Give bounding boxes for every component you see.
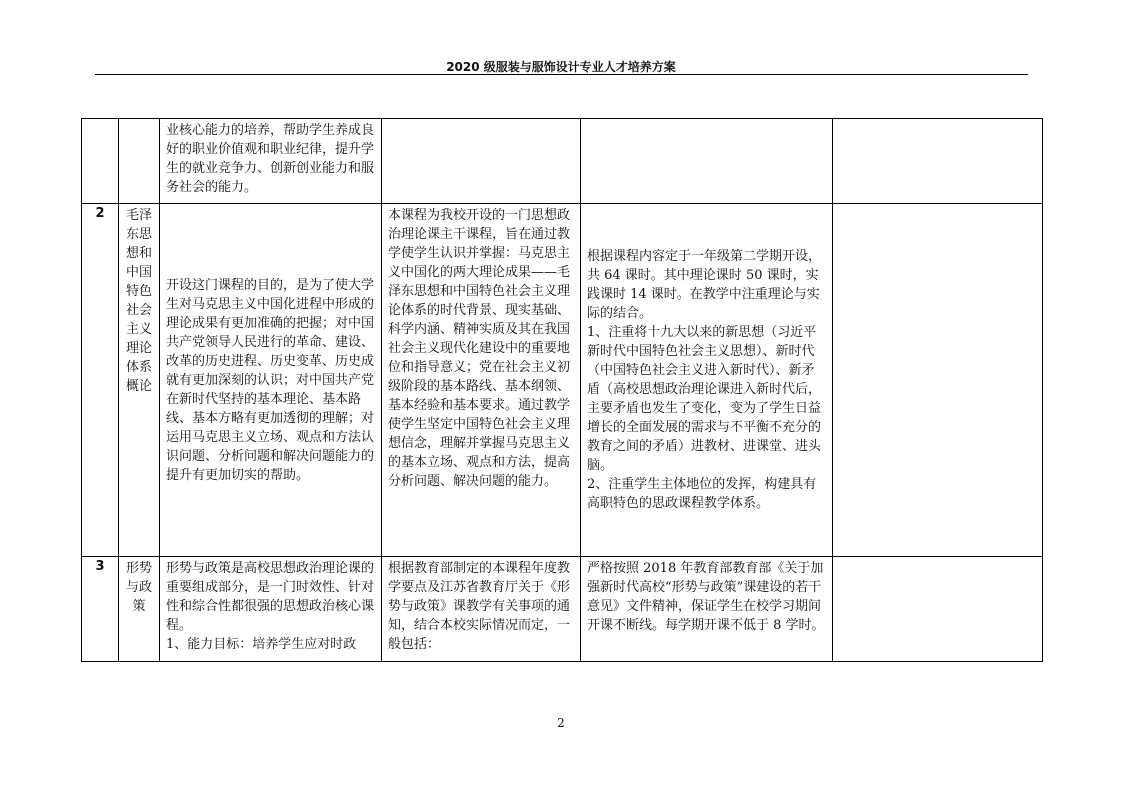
row-index-cell: 2 — [82, 204, 119, 557]
notes-cell — [833, 119, 1043, 204]
content-cell — [382, 119, 581, 204]
table-row — [82, 204, 1043, 557]
content-cell — [382, 557, 581, 662]
course-name: 毛泽东思想和中国特色社会主义理论体系概论 — [125, 208, 152, 394]
table-row — [82, 557, 1043, 662]
content-text — [382, 119, 580, 123]
page-number: 2 — [557, 716, 565, 730]
objective-text: 业核心能力的培养，帮助学生养成良好的职业价值观和职业纪律，提升学生的就业竞争力、创新创业能力和服务社会的能力。 — [166, 123, 375, 195]
course-name-cell — [119, 557, 160, 662]
objective-text: 开设这门课程的目的，是为了使大学生对马克思主义中国化进程中形成的理论成果有更加准确的把握；对中国共产党领导人民进行的革命、建设、改革的历史进程、历史变革、历史成就有更加深刻的认识；对中国共产党在新时代坚持的基本理论、基本路线、基本方略有更加透彻的理解；对运用马克思主义立场、观点和方法认识问题、分析问题和解决问题能力的提升有更加切实的帮助。 — [166, 277, 375, 483]
requirements-cell — [581, 557, 833, 662]
row-index-cell — [82, 119, 119, 204]
notes-text — [833, 204, 1042, 208]
content-text: 根据教育部制定的本课程年度教学要点及江苏省教育厅关于《形势与政策》课教学有关事项的通知，结合本校实际情况而定，一般包括： — [388, 561, 571, 652]
requirements-text: 严格按照 2018 年教育部教育部《关于加强新时代高校“形势与政策”课建设的若干意见》文件精神，保证学生在校学习期间开课不断线。每学期开课不低于 8 学时。 — [587, 561, 825, 633]
objective-paragraph: 形势与政策是高校思想政治理论课的重要组成部分，是一门时效性、针对性和综合性都很强的思想政治核心课程。 — [166, 561, 375, 633]
requirements-paragraph: 2、注重学生主体地位的发挥，构建具有高职特色的思政课程教学体系。 — [587, 477, 817, 511]
objective-cell — [160, 557, 382, 662]
course-name-cell — [119, 119, 160, 204]
content-cell — [382, 204, 581, 557]
requirements-cell — [581, 204, 833, 557]
course-name — [119, 119, 159, 123]
objective-cell — [160, 119, 382, 204]
notes-cell — [833, 204, 1043, 557]
notes-text — [833, 119, 1042, 123]
notes-cell — [833, 557, 1043, 662]
objective-cell — [160, 204, 382, 557]
objective-paragraph: 1、能力目标：培养学生应对时政 — [166, 637, 357, 652]
course-table — [81, 118, 1043, 662]
requirements-paragraph: 根据课程内容定于一年级第二学期开设，共 64 课时。其中理论课时 50 课时，实践课时 14 课时。在教学中注重理论与实际的结合。 — [587, 249, 822, 321]
row-index-cell: 3 — [82, 557, 119, 662]
notes-text — [833, 557, 1042, 561]
course-name: 形势与政策 — [125, 561, 152, 614]
header-title: 2020 级服装与服饰设计专业人才培养方案 — [446, 60, 676, 74]
header-rule — [95, 74, 1028, 75]
table-row — [82, 119, 1043, 204]
course-name-cell — [119, 204, 160, 557]
requirements-cell — [581, 119, 833, 204]
content-text: 本课程为我校开设的一门思想政治理论课主干课程，旨在通过教学使学生认识并掌握：马克思主义中国化的两大理论成果——毛泽东思想和中国特色社会主义理论体系的时代背景、现实基础、科学内涵、精神实质及其在我国社会主义现代化建设中的重要地位和指导意义；党在社会主义初级阶段的基本路线、基本纲领、基本经验和基本要求。通过教学使学生坚定中国特色社会主义理想信念，理解并掌握马克思主义的基本立场、观点和方法，提高分析问题、解决问题的能力。 — [388, 208, 571, 489]
requirements-paragraph: 1、注重将十九大以来的新思想（习近平新时代中国特色社会主义思想）、新时代（中国特色社会主义进入新时代）、新矛盾（高校思想政治理论课进入新时代后，主要矛盾也发生了变化，变为了学生日益增长的全面发展的需求与不平衡不充分的教育之间的矛盾）进教材、进课堂、进头脑。 — [587, 325, 822, 473]
requirements-text — [581, 119, 832, 123]
